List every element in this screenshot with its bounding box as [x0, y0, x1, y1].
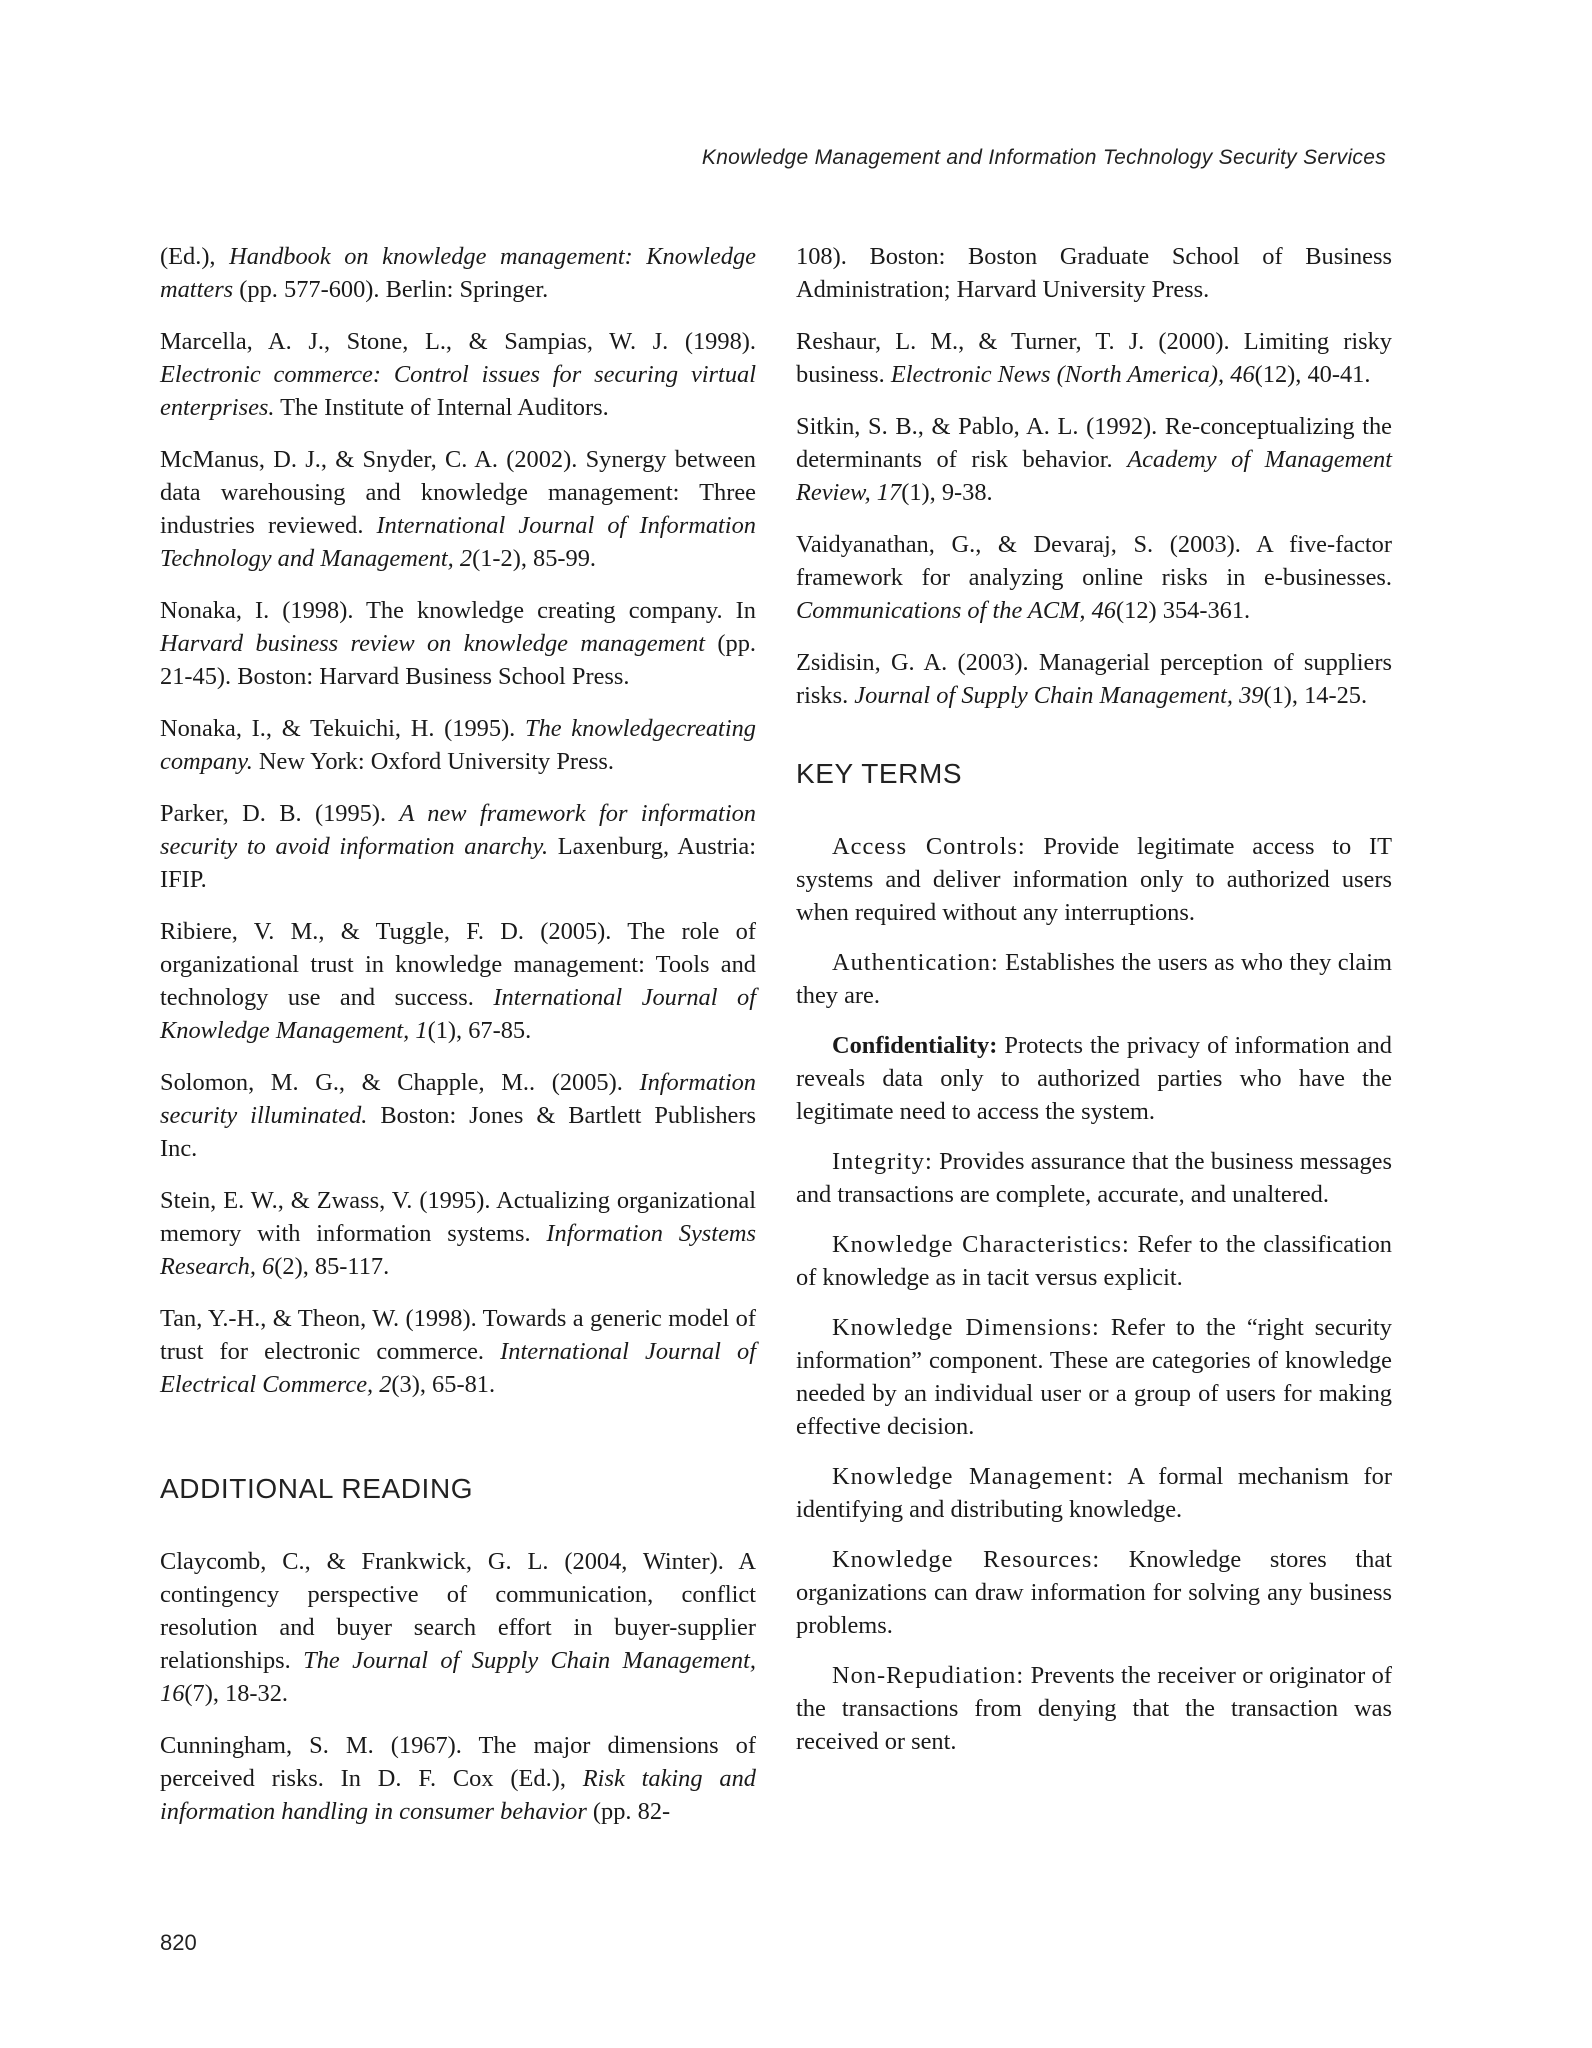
- right-column: [796, 240, 1392, 1775]
- key-term-entry: Knowledge Management: A formal mechanism for identifying and distributing knowledge.: [796, 1463, 1392, 1523]
- reference-entry: 108). Boston: Boston Graduate School of Business Administration; Harvard University Press.: [796, 243, 1392, 303]
- reference-entry: Nonaka, I. (1998). The knowledge creating company. In Harvard business review on knowledge management (pp. 21-45). Boston: Harvard Business School Press.: [160, 597, 756, 690]
- key-term-name: Knowledge Resources:: [832, 1546, 1101, 1573]
- key-term-entry: Knowledge Resources: Knowledge stores that organizations can draw information for solving any business problems.: [796, 1546, 1392, 1639]
- additional-reading-heading: ADDITIONAL READING: [160, 1473, 474, 1504]
- key-term-name: Authentication:: [832, 949, 999, 976]
- reference-list: [160, 240, 756, 1401]
- key-term-entry: Confidentiality: Protects the privacy of information and reveals data only to authorized parties who have the legitimate need to access the system.: [796, 1032, 1392, 1125]
- reference-entry: Tan, Y.-H., & Theon, W. (1998). Towards a generic model of trust for electronic commerce. International Journal of Electrical Commerce, 2(3), 65-81.: [160, 1305, 756, 1398]
- key-term-entry: Knowledge Characteristics: Refer to the classification of knowledge as in tacit versus explicit.: [796, 1231, 1392, 1291]
- reference-entry: Stein, E. W., & Zwass, V. (1995). Actualizing organizational memory with information systems. Information Systems Research, 6(2), 85-117.: [160, 1187, 756, 1280]
- key-term-entry: Integrity: Provides assurance that the business messages and transactions are complete, accurate, and unaltered.: [796, 1148, 1392, 1208]
- reference-entry: Parker, D. B. (1995). A new framework for information security to avoid information anarchy. Laxenburg, Austria: IFIP.: [160, 800, 756, 893]
- key-terms-heading: KEY TERMS: [796, 758, 963, 789]
- additional-reading-continued: [796, 240, 1392, 712]
- reference-entry: Zsidisin, G. A. (2003). Managerial perception of suppliers risks. Journal of Supply Chain Management, 39(1), 14-25.: [796, 649, 1392, 709]
- left-column: [160, 240, 756, 1847]
- reference-entry: Marcella, A. J., Stone, L., & Sampias, W. J. (1998). Electronic commerce: Control issues for securing virtual enterprises. The Institute of Internal Auditors.: [160, 328, 756, 421]
- key-term-entry: Knowledge Dimensions: Refer to the “right security information” component. These are categories of knowledge needed by an individual user or a group of users for making effective decision.: [796, 1314, 1392, 1440]
- key-term-name: Knowledge Characteristics:: [832, 1231, 1130, 1258]
- reference-entry: Vaidyanathan, G., & Devaraj, S. (2003). A five-factor framework for analyzing online risks in e-businesses. Communications of the ACM, 46(12) 354-361.: [796, 531, 1392, 624]
- key-term-entry: Non-Repudiation: Prevents the receiver or originator of the transactions from denying that the transaction was received or sent.: [796, 1662, 1392, 1755]
- key-term-name: Non-Repudiation:: [832, 1662, 1025, 1689]
- reference-entry: Solomon, M. G., & Chapple, M.. (2005). Information security illuminated. Boston: Jones & Bartlett Publishers Inc.: [160, 1069, 757, 1162]
- reference-entry: Cunningham, S. M. (1967). The major dimensions of perceived risks. In D. F. Cox (Ed.), Risk taking and information handling in consumer behavior (pp. 82-: [160, 1732, 757, 1825]
- reference-entry: Reshaur, L. M., & Turner, T. J. (2000). Limiting risky business. Electronic News (North America), 46(12), 40-41.: [796, 328, 1392, 388]
- key-terms-list: [796, 830, 1392, 1758]
- reference-entry: Claycomb, C., & Frankwick, G. L. (2004, Winter). A contingency perspective of communication, conflict resolution and buyer search effort in buyer-supplier relationships. The Journal of Supply Chain Management, 16(7), 18-32.: [160, 1548, 756, 1707]
- key-term-name: Access Controls:: [832, 833, 1026, 860]
- page-number: 820: [160, 1930, 197, 1955]
- reference-entry: (Ed.), Handbook on knowledge management: Knowledge matters (pp. 577-600). Berlin: Springer.: [160, 243, 757, 303]
- reference-entry: Ribiere, V. M., & Tuggle, F. D. (2005). The role of organizational trust in knowledge management: Tools and technology use and success. International Journal of Knowledge Management, 1(1), 67-85.: [160, 918, 756, 1044]
- reference-entry: Nonaka, I., & Tekuichi, H. (1995). The knowledgecreating company. New York: Oxford University Press.: [160, 715, 756, 775]
- reference-entry: McManus, D. J., & Snyder, C. A. (2002). Synergy between data warehousing and knowledge management: Three industries reviewed. International Journal of Information Technology and Management, 2(1-2), 85-99.: [160, 446, 756, 572]
- key-term-name: Knowledge Dimensions:: [832, 1314, 1100, 1341]
- running-header: Knowledge Management and Information Technology Security Services: [701, 146, 1386, 169]
- key-term-name: Integrity:: [832, 1148, 933, 1175]
- additional-reading-list: [160, 1545, 756, 1828]
- key-term-name: Knowledge Management:: [832, 1463, 1115, 1490]
- reference-entry: Sitkin, S. B., & Pablo, A. L. (1992). Re-conceptualizing the determinants of risk behavior. Academy of Management Review, 17(1), 9-38.: [796, 413, 1393, 506]
- key-term-entry: Access Controls: Provide legitimate access to IT systems and deliver information only to authorized users when required without any interruptions.: [796, 833, 1392, 926]
- key-term-name: Confidentiality:: [832, 1032, 998, 1059]
- key-term-entry: Authentication: Establishes the users as who they claim they are.: [796, 949, 1392, 1009]
